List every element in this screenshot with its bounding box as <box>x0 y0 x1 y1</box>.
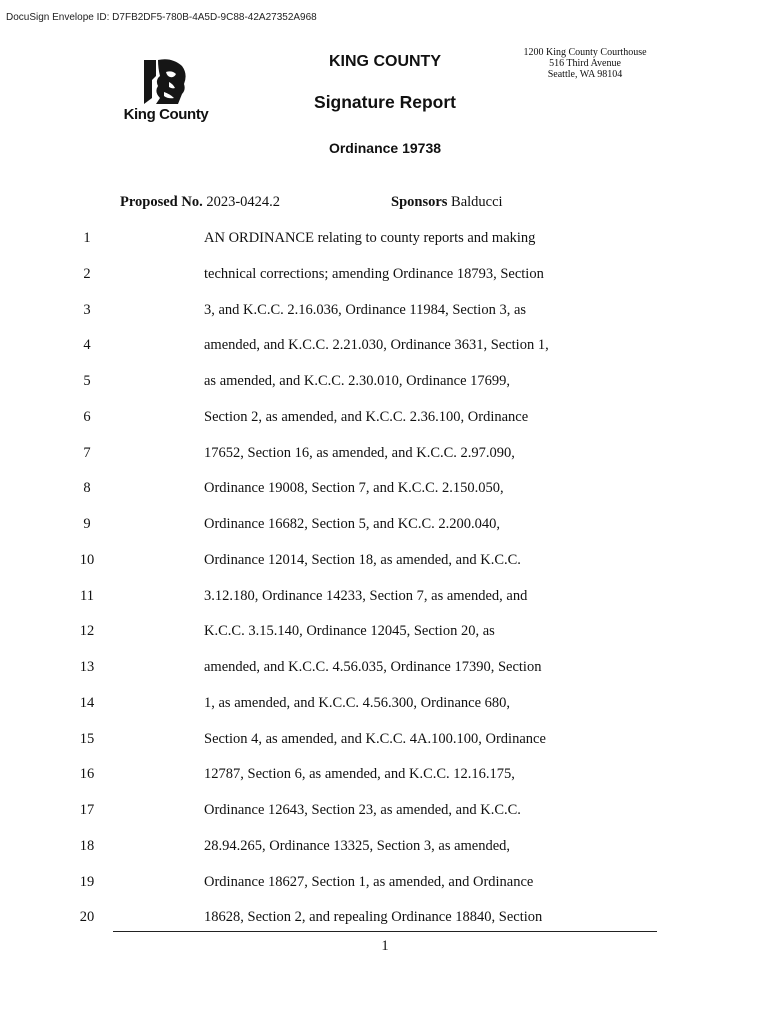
line-text: AN ORDINANCE relating to county reports and making <box>204 230 536 246</box>
address-line: Seattle, WA 98104 <box>547 69 623 80</box>
address-block <box>510 47 660 80</box>
line-number: 1 <box>83 230 91 246</box>
line-text: amended, and K.C.C. 2.21.030, Ordinance 3631, Section 1, <box>204 337 549 354</box>
king-county-logo <box>116 58 216 130</box>
line-text: 3.12.180, Ordinance 14233, Section 7, as amended, and <box>204 587 528 604</box>
line-number: 13 <box>79 659 95 675</box>
address-line: 1200 King County Courthouse <box>523 47 647 58</box>
line-text: K.C.C. 3.15.140, Ordinance 12045, Section 20, as <box>204 623 495 640</box>
line-number: 16 <box>79 766 95 783</box>
report-title: Signature Report <box>314 92 456 112</box>
line-number: 15 <box>79 730 95 747</box>
ordinance-number: Ordinance 19738 <box>328 140 442 156</box>
line-text: Ordinance 12643, Section 23, as amended, and K.C.C. <box>204 802 521 818</box>
sponsors <box>391 194 503 211</box>
line-text: Section 2, as amended, and K.C.C. 2.36.100, Ordinance <box>204 408 529 425</box>
line-number: 17 <box>79 802 95 818</box>
line-text: Ordinance 16682, Section 5, and KC.C. 2.200.040, <box>204 516 501 532</box>
line-number: 4 <box>83 337 91 354</box>
proposed-label: Proposed No. <box>120 194 203 210</box>
line-text: Section 4, as amended, and K.C.C. 4A.100.100, Ordinance <box>204 730 546 747</box>
line-number: 6 <box>83 408 91 425</box>
line-number: 18 <box>79 837 95 854</box>
sponsors-value: Balducci <box>451 194 503 210</box>
logo-text: King County <box>123 106 209 123</box>
line-text: 17652, Section 16, as amended, and K.C.C. 2.97.090, <box>204 444 515 461</box>
line-text: Ordinance 12014, Section 18, as amended, and K.C.C. <box>204 551 521 568</box>
line-text: amended, and K.C.C. 4.56.035, Ordinance 17390, Section <box>204 659 542 675</box>
line-text: as amended, and K.C.C. 2.30.010, Ordinance 17699, <box>204 373 511 389</box>
king-county-logo-icon <box>142 58 188 106</box>
docusign-envelope-id: DocuSign Envelope ID: D7FB2DF5-780B-4A5D-9C88-42A27352A968 <box>6 12 317 23</box>
line-number: 20 <box>79 909 95 926</box>
line-text: technical corrections; amending Ordinance 18793, Section <box>204 265 544 282</box>
proposed-value: 2023-0424.2 <box>206 194 281 210</box>
line-text: Ordinance 18627, Section 1, as amended, and Ordinance <box>204 873 534 890</box>
page-number: 1 <box>381 938 389 954</box>
line-number: 2 <box>83 265 91 282</box>
line-number: 7 <box>83 444 91 461</box>
footer-rule <box>113 931 657 932</box>
line-text: 3, and K.C.C. 2.16.036, Ordinance 11984, Section 3, as <box>204 301 527 318</box>
line-text: Ordinance 19008, Section 7, and K.C.C. 2.150.050, <box>204 480 504 497</box>
line-text: 18628, Section 2, and repealing Ordinance 18840, Section <box>204 909 543 926</box>
line-number: 19 <box>79 873 95 890</box>
proposed-number <box>120 194 280 211</box>
line-number: 14 <box>79 694 95 711</box>
line-text: 1, as amended, and K.C.C. 4.56.300, Ordinance 680, <box>204 694 511 711</box>
line-number: 8 <box>83 480 91 497</box>
line-number: 10 <box>79 551 95 568</box>
line-text: 12787, Section 6, as amended, and K.C.C. 12.16.175, <box>204 766 515 783</box>
line-number: 12 <box>79 623 95 640</box>
address-line: 516 Third Avenue <box>549 58 621 69</box>
line-number: 9 <box>83 516 91 532</box>
line-number: 11 <box>80 587 94 604</box>
line-number: 5 <box>83 373 91 389</box>
county-title: KING COUNTY <box>329 53 441 70</box>
sponsors-label: Sponsors <box>391 194 448 210</box>
line-number: 3 <box>83 301 91 318</box>
line-text: 28.94.265, Ordinance 13325, Section 3, as amended, <box>204 837 511 854</box>
